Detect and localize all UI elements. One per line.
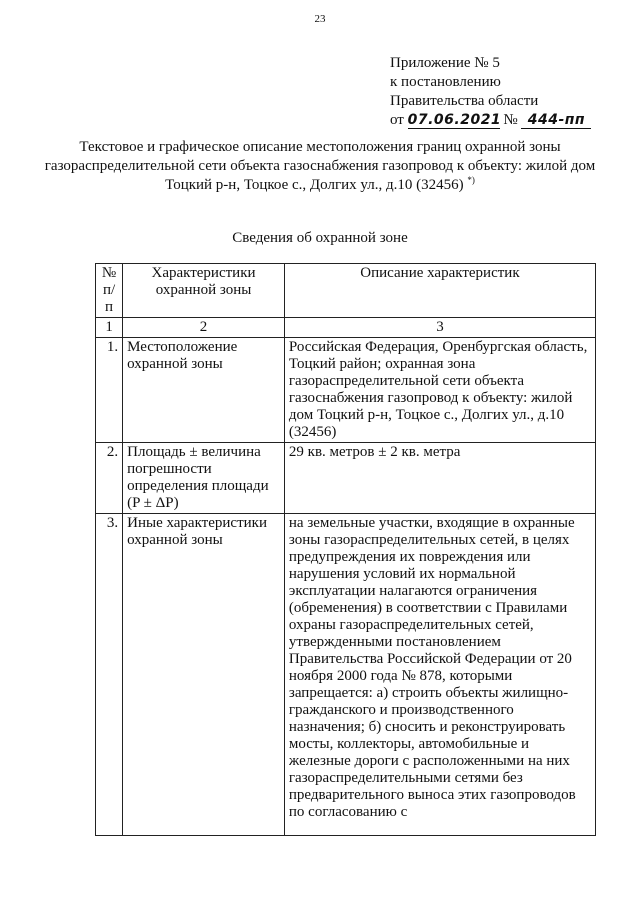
table-row: [96, 443, 596, 514]
row-description-cell: [284, 514, 595, 836]
appendix-line-1: Приложение № 5: [390, 55, 500, 71]
table-row: [96, 514, 596, 836]
appendix-line-3: Правительства области: [390, 93, 539, 109]
table-header-row: [96, 264, 596, 318]
header-description: Описание характеристик: [284, 264, 595, 318]
row-characteristic: Площадь ± величина погрешности определения площади (P ± ΔP): [123, 443, 285, 514]
date-prefix: от: [390, 112, 404, 128]
index-cell-1: 1: [96, 318, 123, 338]
row-characteristic: Местоположение охранной зоны: [123, 338, 285, 443]
protection-zone-table: [95, 263, 596, 836]
appendix-date-line: [390, 111, 591, 130]
appendix-block: [390, 54, 591, 130]
page-number: 23: [314, 13, 326, 25]
table-row: [96, 338, 596, 443]
index-cell-2: 2: [123, 318, 285, 338]
appendix-line-2: к постановлению: [390, 74, 501, 90]
row-description: на земельные участки, входящие в охранные зоны газораспределительных сетей, в целях предупреждения их повреждения или нарушения условий их нормальной эксплуатации налагаются ограничения (обременения) в соответствии с Правилами охраны газораспределительных сетей, утвержденными постановлением Правительства Российской Федерации от 20 ноября 2000 года № 878, которыми запрещается: а) строить объекты жилищно-гражданского и производственного назначения; б) сносить и реконструировать мосты, коллекторы, автомобильные и железные дороги с расположенными на них газораспределительными сетями без предварительного выноса этих газопроводов по согласованию с: [288, 515, 576, 820]
index-cell-3: 3: [284, 318, 595, 338]
row-description: Российская Федерация, Оренбургская область, Тоцкий район; охранная зона газораспределительной сети объекта газоснабжения газопровод к объекту: жилой дом Тоцкий р-н, Тоцкое с., Долгих ул., д.10 (32456): [284, 338, 595, 443]
row-characteristic: Иные характеристики охранной зоны: [123, 514, 285, 836]
row-number: 3.: [96, 514, 123, 836]
row-number: 1.: [96, 338, 123, 443]
table-index-row: [96, 318, 596, 338]
row-number: 2.: [96, 443, 123, 514]
handwritten-date: 07.06.2021: [407, 112, 502, 128]
handwritten-number: 444-пп: [521, 113, 591, 129]
document-title: [40, 138, 600, 195]
title-footnote-mark: *): [467, 175, 475, 185]
title-text: Текстовое и графическое описание местоположения границ охранной зоны газораспределительной сети объекта газоснабжения газопровод к объекту: жилой дом Тоцкий р-н, Тоцкое с., Долгих ул., д.10 (32456): [44, 139, 596, 193]
header-number: № п/п: [96, 264, 123, 318]
header-characteristic: Характеристики охранной зоны: [123, 264, 285, 318]
number-sign: №: [503, 112, 518, 128]
row-description: 29 кв. метров ± 2 кв. метра: [284, 443, 595, 514]
section-subtitle: Сведения об охранной зоне: [232, 230, 408, 246]
